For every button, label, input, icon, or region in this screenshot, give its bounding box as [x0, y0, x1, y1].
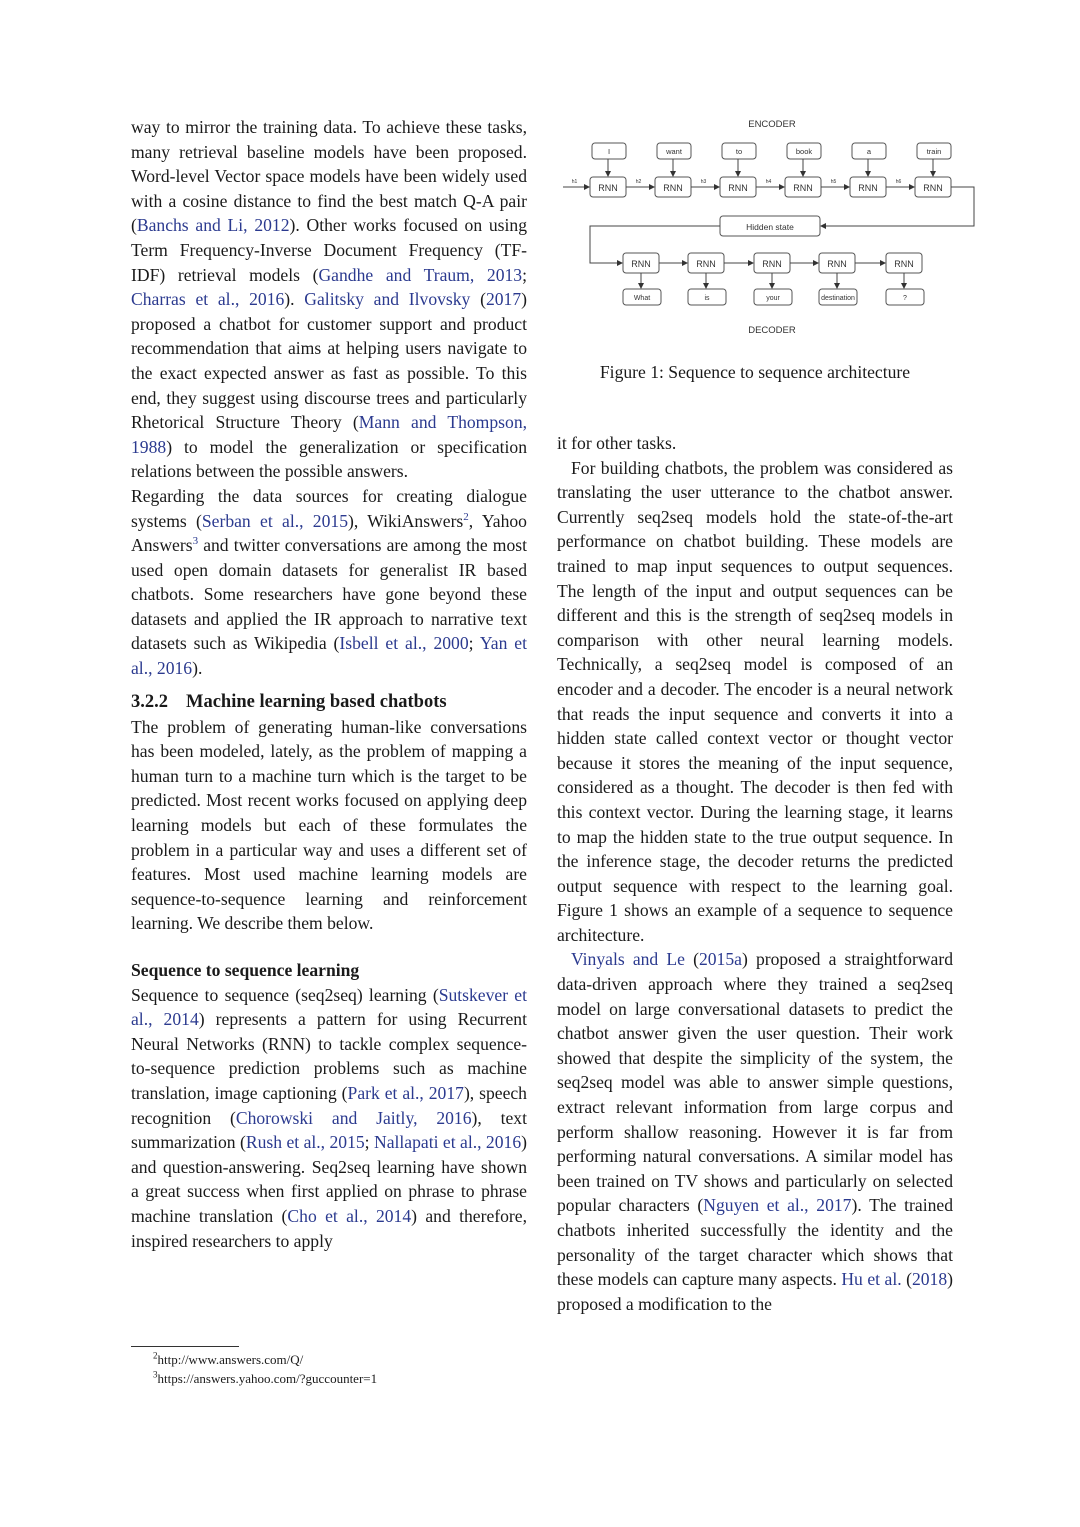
citation-link[interactable]: Mann and Thompson, 1988 — [131, 412, 528, 457]
citation-link[interactable]: 2018 — [911, 1269, 948, 1290]
citation-link[interactable]: Charras et al., 2016 — [131, 289, 285, 310]
rnn-cell-label: RNN — [827, 259, 847, 269]
input-token-label: I — [607, 147, 611, 156]
output-token-label: What — [633, 295, 651, 302]
citation-link[interactable]: Galitsky and Ilvovsky — [304, 289, 471, 310]
paragraph-data-sources: Regarding the data sources for creating dialogue systems (Serban et al., 2015), WikiAnswers$^2$, Yahoo Answers$^3$ and twitter conversations are among the most used open domain datasets for generalist IR based chatbots. Some researchers have gone beyond these datasets and applied the IR approach to narrative text datasets such as Wikipedia (Isbell et al., 2000; Yan et al., 2016). — [131, 485, 527, 679]
rnn-cell-label: RNN — [663, 183, 683, 193]
footnote: $^3$https://answers.yahoo.com/?guccounter=1 — [153, 1369, 378, 1386]
citation-link[interactable]: Park et al., 2017 — [347, 1082, 464, 1103]
footnote-url[interactable]: https://answers.yahoo.com/?guccounter=1 — [157, 1371, 378, 1386]
hidden-label: h1 — [571, 179, 578, 185]
figure-caption: Figure 1: Sequence to sequence architecture — [599, 362, 911, 382]
citation-link[interactable]: Rush et al., 2015 — [245, 1132, 365, 1153]
footnote-marker[interactable]: 2 — [463, 510, 469, 523]
input-token-label: want — [666, 147, 682, 156]
paragraph-retrieval-models: way to mirror the training data. To achieve these tasks, many retrieval baseline models have been proposed. Word-level Vector space models have been widely used with a cosine distance to find the best match Q-A pair (Banchs and Li, 2012). Other works focused on using Term Frequency-Inverse Document Frequency (TF-IDF) retrieval models (Gandhe and Traum, 2013; Charras et al., 2016). Galitsky and Ilvovsky (2017) proposed a chatbot for customer support and product recommendation that aims at helping users navigate to the exact expected answer as fast as possible. To this end, they suggest using discourse trees and particularly Rhetorical Structure Theory (Mann and Thompson, 1988) to model the generalization or specification relations between the possible answers. — [131, 117, 528, 482]
paragraph-seq2seq: Sequence to sequence (seq2seq) learning (Sutskever et al., 2014) represents a pattern for using Recurrent Neural Networks (RNN) to tackle complex sequence-to-sequence prediction problems such as machine translation, image captioning (Park et al., 2017), speech recognition (Chorowski and Jaitly, 2016), text summarization (Rush et al., 2015; Nallapati et al., 2016) and question-answering. Seq2seq learning have shown a great success when first applied on phrase to phrase machine translation (Cho et al., 2014) and therefore, inspired researchers to apply — [131, 984, 528, 1251]
output-token-label: ? — [903, 295, 907, 302]
paragraph-continuation: it for other tasks. — [557, 433, 677, 453]
paragraph-building-chatbots: For building chatbots, the problem was considered as translating the user utterance to the chatbot answer. Currently seq2seq models hold the state-of-the-art performance on chatbot building. These models are trained to map input sequences to output sequences. The length of the input and output sequences can be different and this is the strength of seq2seq models in comparison with other neural learning models. Technically, a seq2seq model is composed of an encoder and a decoder. The encoder is a neural network that reads the input sequence and converts it into a hidden state called context vector or thought vector because it stores the meaning of the input sequence, considered as a thought. The decoder is then fed with this context vector. During the learning stage, it learns to map the hidden state to the true output sequence. In the inference stage, the decoder returns the predicted output sequence with respect to the learning goal. Figure 1 shows an example of a sequence to sequence architecture. — [557, 457, 953, 945]
hidden-label: h5 — [830, 179, 837, 185]
hidden-label: h2 — [635, 179, 642, 185]
subsection-heading: Sequence to sequence learning — [131, 960, 360, 980]
output-token-label: your — [766, 295, 780, 302]
paragraph-vinyals: Vinyals and Le (2015a) proposed a straightforward data-driven approach where they trained a seq2seq model on large conversational datasets to predict the chatbot answer given the user question. Their work showed that despite the simplicity of the system, the seq2seq model was able to answer simple questions, extract relevant information from large corpus and perform shallow reasoning. However it is far from performing natural conversations. A similar model has been trained on TV shows and particularly on selected popular characters (Nguyen et al., 2017). The trained chatbots inherited successfully the identity and the personality of the target character which shows that these models can capture many aspects. Hu et al. (2018) proposed a modification to the — [557, 949, 953, 1314]
section-heading: 3.2.2 Machine learning based chatbots — [131, 691, 447, 712]
rnn-cell-label: RNN — [858, 183, 878, 193]
input-token-label: train — [926, 147, 942, 156]
citation-link[interactable]: Hu et al. — [841, 1269, 902, 1290]
citation-link[interactable]: Nguyen et al., 2017 — [703, 1195, 852, 1216]
hidden-state-label: Hidden state — [746, 222, 794, 232]
input-token-label: book — [795, 147, 813, 156]
citation-link[interactable]: Sutskever et al., 2014 — [131, 984, 528, 1030]
output-token-label: destination — [821, 295, 855, 302]
citation-link[interactable]: Serban et al., 2015 — [201, 510, 348, 531]
rnn-cell-label: RNN — [793, 183, 813, 193]
footnote-marker[interactable]: 3 — [192, 535, 199, 548]
rnn-cell-label: RNN — [598, 183, 618, 193]
footnotes — [153, 1350, 377, 1388]
footnote: $^2$http://www.answers.com/Q/ — [153, 1350, 304, 1367]
citation-link[interactable]: Banchs and Li, 2012 — [136, 215, 290, 236]
citation-link[interactable]: Yan et al., 2016 — [131, 633, 527, 679]
hidden-label: h6 — [895, 179, 902, 185]
seq2seq-diagram — [560, 112, 980, 352]
paragraph-ml-chatbots: The problem of generating human-like conversations has been modeled, lately, as the problem of mapping a human turn to a machine turn which is the target to be predicted. Most recent works focused on applying deep learning models but each of these formulates the problem in a particular way and uses a different set of features. Most used machine learning models are sequence-to-sequence learning and reinforcement learning. We describe them below. — [131, 716, 527, 934]
citation-link[interactable]: Gandhe and Traum, 2013 — [318, 264, 523, 285]
rnn-cell-label: RNN — [894, 259, 914, 269]
footnote-divider — [131, 1346, 239, 1347]
decoder-label: DECODER — [748, 325, 796, 336]
citation-link[interactable]: Chorowski and Jaitly, 2016 — [235, 1107, 472, 1128]
encoder-label: ENCODER — [748, 119, 796, 130]
left-column — [131, 115, 527, 1253]
rnn-cell-label: RNN — [923, 183, 943, 193]
right-column — [557, 431, 953, 1316]
rnn-cell-label: RNN — [762, 259, 782, 269]
citation-link[interactable]: Vinyals and Le — [571, 949, 685, 970]
footnote-url[interactable]: http://www.answers.com/Q/ — [157, 1352, 304, 1367]
citation-link[interactable]: Cho et al., 2014 — [287, 1205, 412, 1226]
rnn-cell-label: RNN — [696, 259, 716, 269]
rnn-cell-label: RNN — [631, 259, 651, 269]
diagram-svg — [560, 112, 980, 352]
citation-link[interactable]: Isbell et al., 2000 — [339, 633, 469, 654]
hidden-label: h3 — [700, 179, 707, 185]
citation-link[interactable]: 2017 — [485, 289, 522, 310]
hidden-label: h4 — [765, 179, 772, 185]
rnn-cell-label: RNN — [728, 183, 748, 193]
output-token-label: is — [704, 295, 710, 302]
citation-link[interactable]: 2015a — [698, 949, 742, 970]
input-token-label: to — [735, 147, 743, 156]
input-token-label: a — [866, 147, 872, 156]
citation-link[interactable]: Nallapati et al., 2016 — [373, 1132, 522, 1153]
